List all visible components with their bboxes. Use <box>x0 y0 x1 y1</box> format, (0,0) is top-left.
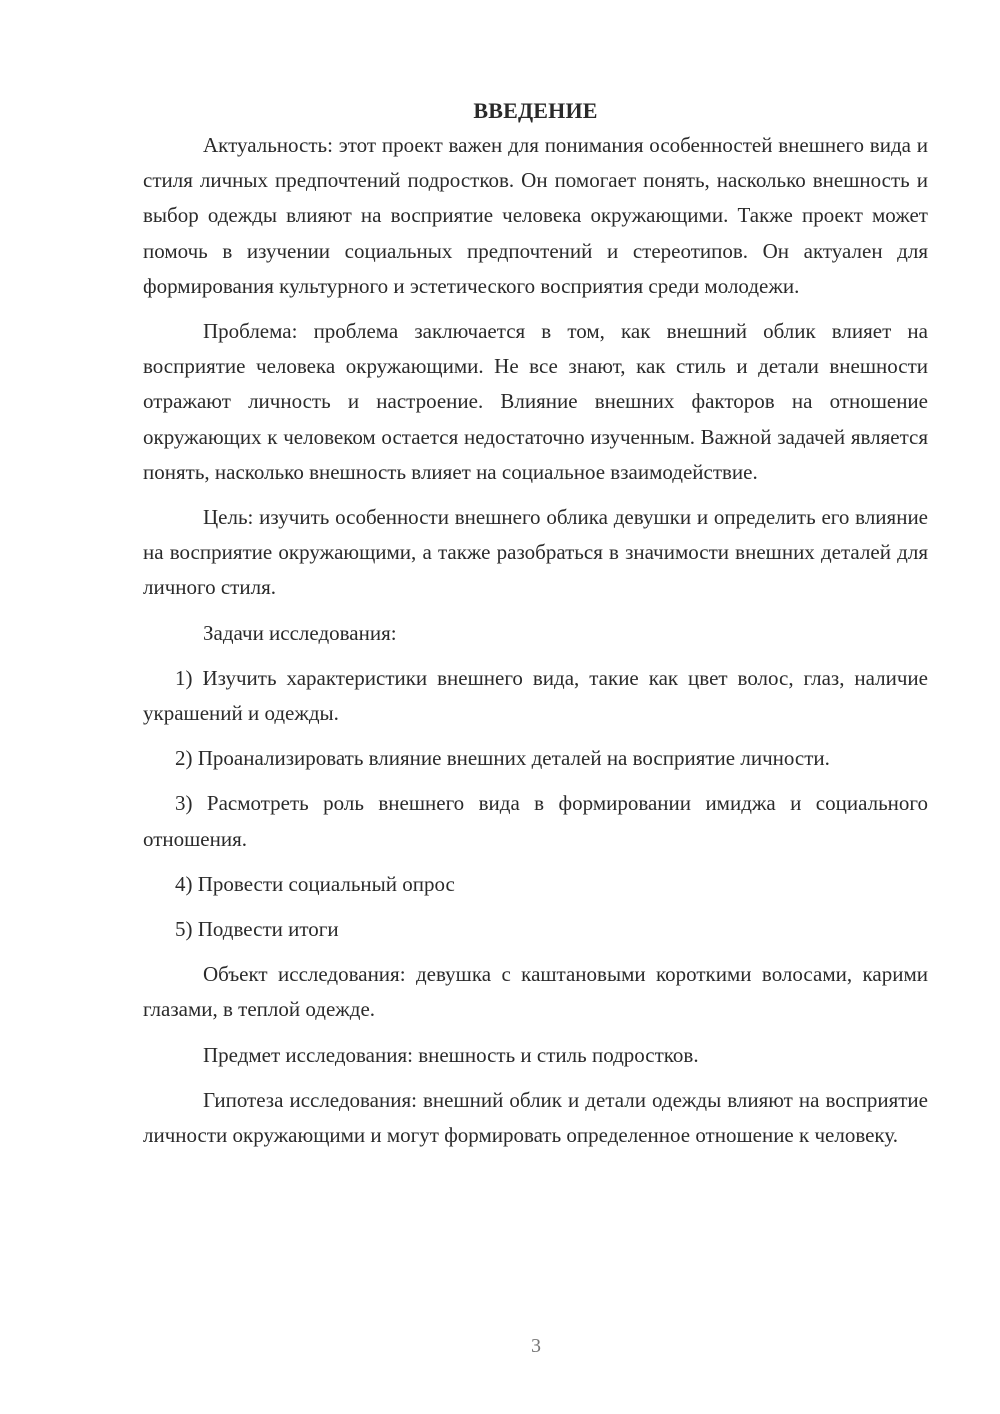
object-paragraph: Объект исследования: девушка с каштановыми короткими волосами, карими глазами, в теплой одежде. <box>143 962 928 1022</box>
goal-paragraph: Цель: изучить особенности внешнего облика девушки и определить его влияние на восприятие окружающими, а также разобраться в значимости внешних деталей для личного стиля. <box>143 505 928 600</box>
hypothesis-paragraph: Гипотеза исследования: внешний облик и детали одежды влияют на восприятие личности окружающими и могут формировать определенное отношение к человеку. <box>143 1087 928 1148</box>
subject-paragraph: Предмет исследования: внешность и стиль подростков. <box>203 1042 699 1067</box>
page-number: 3 <box>531 1335 541 1357</box>
section-title: ВВЕДЕНИЕ <box>473 98 598 123</box>
task-item: 2) Проанализировать влияние внешних деталей на восприятие личности. <box>175 746 830 771</box>
task-item: 3) Расмотреть роль внешнего вида в формировании имиджа и социального отношения. <box>143 791 928 851</box>
task-item: 4) Провести социальный опрос <box>175 871 455 896</box>
relevance-paragraph: Актуальность: этот проект важен для понимания особенностей внешнего вида и стиля личных предпочтений подростков. Он помогает понять, насколько внешность и выбор одежды влияют на восприятие человека окружающими. Также проект может помочь в изучении социальных предпочтений и стереотипов. Он актуален для формирования культурного и эстетического восприятия среди молодежи. <box>143 133 928 298</box>
task-item: 5) Подвести итоги <box>175 917 339 942</box>
document-body <box>143 96 928 1163</box>
tasks-heading: Задачи исследования: <box>203 620 397 645</box>
problem-paragraph: Проблема: проблема заключается в том, как внешний облик влияет на восприятие человека окружающими. Не все знают, как стиль и детали внешности отражают личность и настроение. Влияние внешних факторов на отношение окружающих к человеком остается недостаточно изученным. Важной задачей является понять, насколько внешность влияет на социальное взаимодействие. <box>143 319 928 484</box>
task-item: 1) Изучить характеристики внешнего вида, такие как цвет волос, глаз, наличие украшений и одежды. <box>143 665 928 726</box>
